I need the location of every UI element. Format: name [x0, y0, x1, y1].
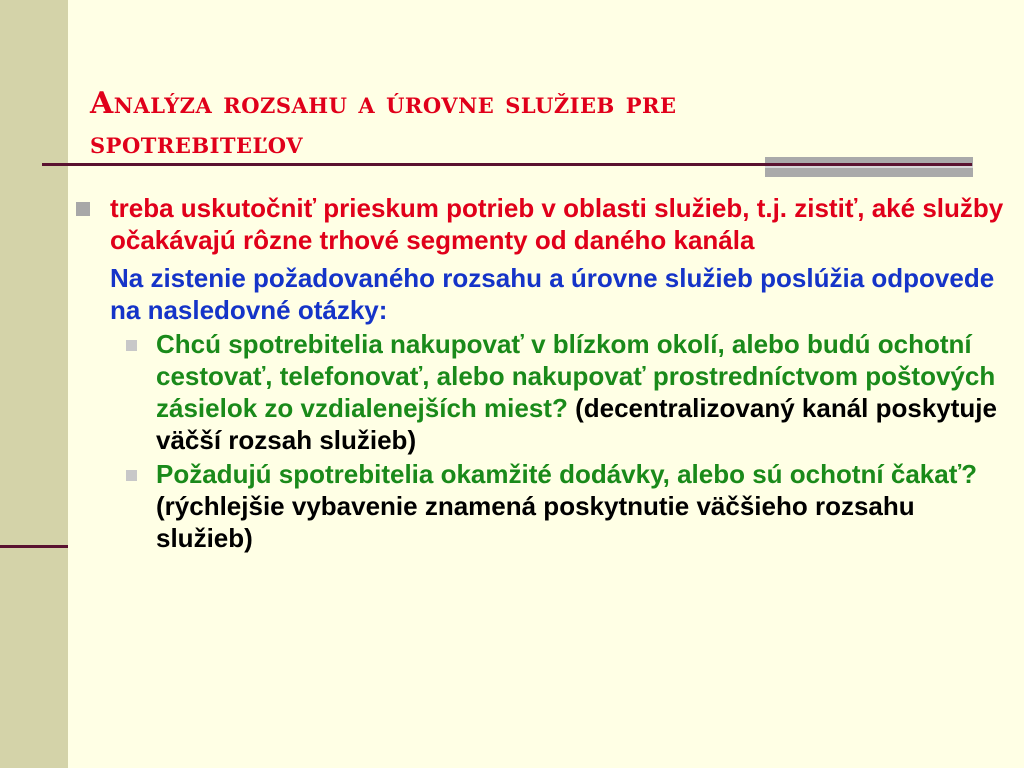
title-underline	[42, 163, 972, 166]
bullet-item	[76, 192, 1006, 256]
answer-text: (decentralizovaný kanál poskytuje väčší rozsah služieb)	[156, 393, 997, 455]
intro-paragraph: Na zistenie požadovaného rozsahu a úrovne služieb poslúžia odpovede na nasledovné otázky:	[110, 263, 995, 325]
question-text: Požadujú spotrebitelia okamžité dodávky, alebo sú ochotní čakať?	[156, 459, 978, 489]
answer-text: (rýchlejšie vybavenie znamená poskytnutie väčšieho rozsahu služieb)	[156, 491, 915, 553]
side-band-divider	[0, 545, 68, 548]
slide-title: Analýza rozsahu a úrovne služieb pre spotrebiteľov	[90, 86, 677, 161]
side-band	[0, 0, 68, 768]
bullet-text: treba uskutočniť prieskum potrieb v oblasti služieb, t.j. zistiť, aké služby očakávajú rôzne trhové segmenty od daného kanála	[110, 193, 1004, 255]
square-bullet-icon	[126, 340, 137, 351]
sub-bullet-item	[76, 458, 1006, 554]
question-text: Chcú spotrebitelia nakupovať v blízkom okolí, alebo budú ochotní cestovať, telefonovať, alebo nakupovať prostredníctvom poštových zásielok zo vzdialenejších miest?	[156, 329, 996, 423]
square-bullet-icon	[76, 202, 90, 216]
slide-content	[76, 192, 1006, 554]
square-bullet-icon	[126, 470, 137, 481]
title-accent-stripe	[765, 166, 973, 168]
sub-bullet-item	[76, 328, 1006, 456]
